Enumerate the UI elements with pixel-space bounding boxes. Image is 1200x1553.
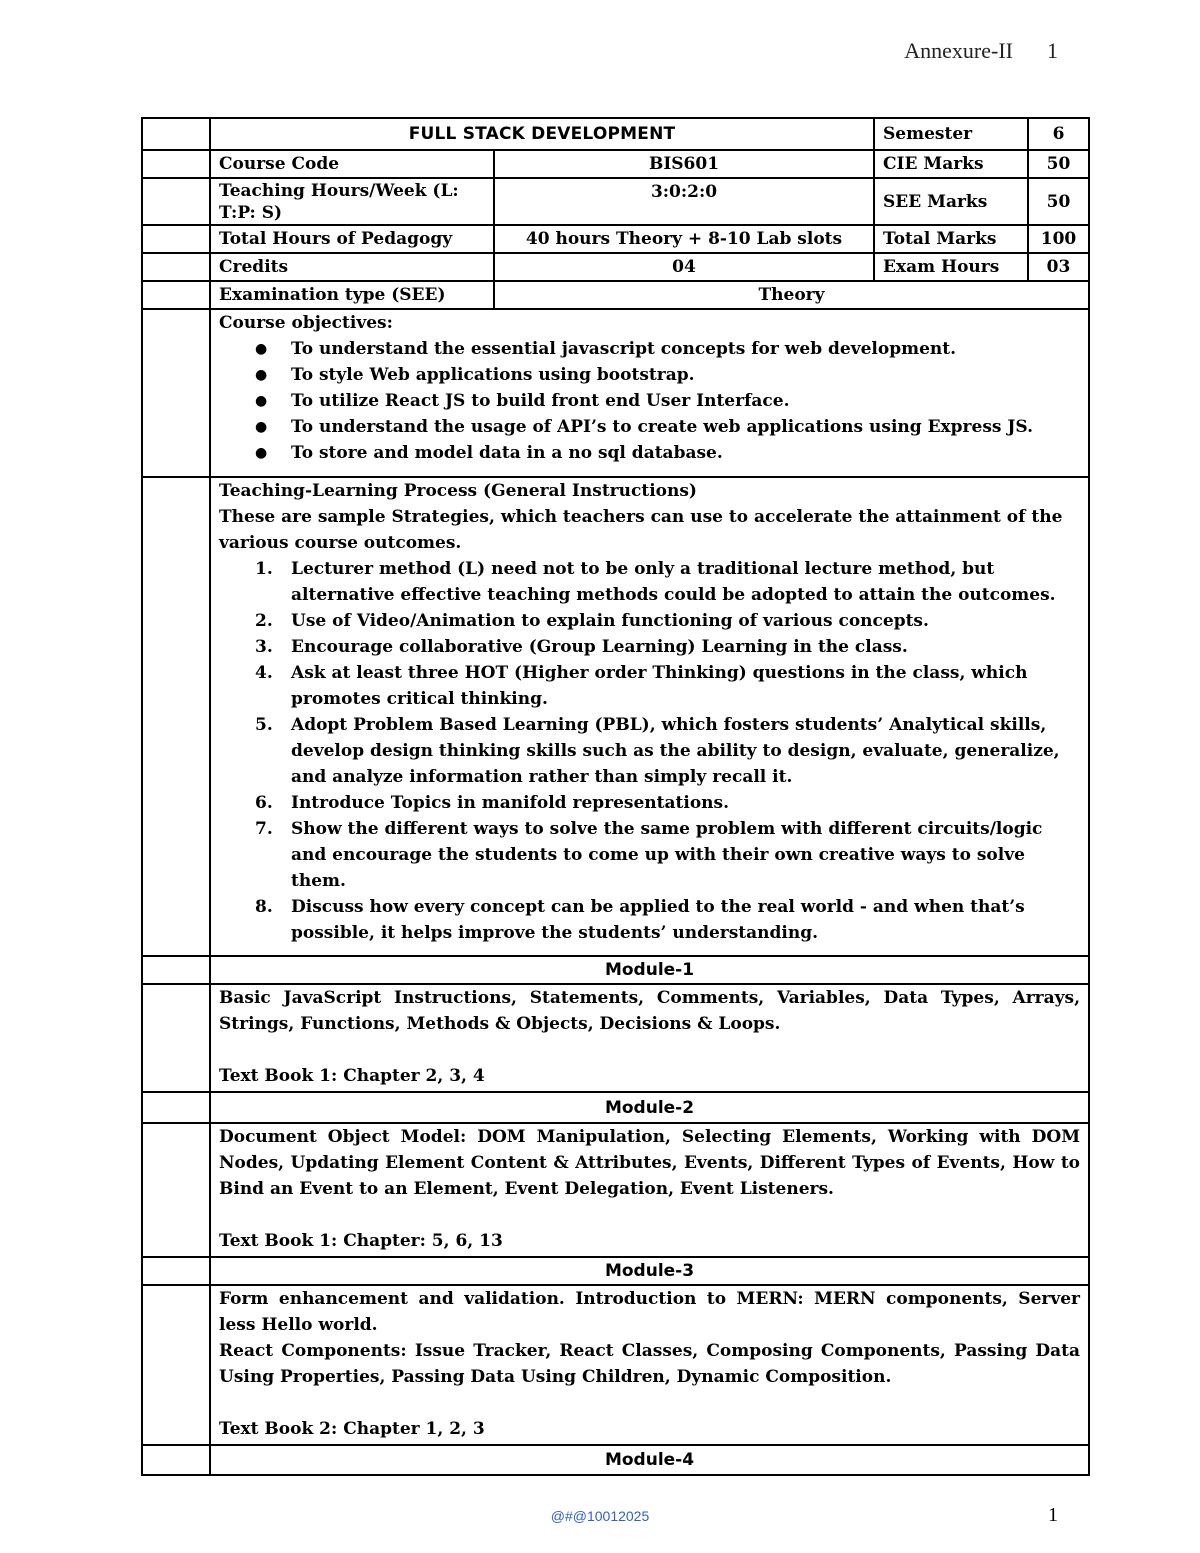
margin-cell <box>142 1285 210 1445</box>
exam-type-label: Examination type (SEE) <box>210 281 494 309</box>
module-3-title: Module-3 <box>210 1257 1089 1285</box>
list-number: 6. <box>255 793 273 813</box>
list-text: Show the different ways to solve the same problem with different circuits/logic and encourage the students to come up with their own creative ways to solve them. <box>291 819 1043 891</box>
list-item: ● To store and model data in a no sql database. <box>291 440 1080 466</box>
course-objectives <box>210 309 1089 477</box>
margin-cell <box>142 1445 210 1475</box>
list-number: 1. <box>255 559 273 579</box>
course-code-row <box>142 150 1089 178</box>
footer-page-number: 1 <box>1048 1504 1058 1526</box>
module-1-textbook: Text Book 1: Chapter 2, 3, 4 <box>219 1066 485 1086</box>
teaching-hours-label: Teaching Hours/Week (L: T:P: S) <box>210 178 494 225</box>
syllabus-table <box>141 117 1090 1476</box>
header-page-number: 1 <box>1047 38 1058 63</box>
cie-marks-value: 50 <box>1028 150 1089 178</box>
module-1-header-row <box>142 956 1089 984</box>
exam-hours-value: 03 <box>1028 253 1089 281</box>
course-code-value: BIS601 <box>494 150 874 178</box>
pedagogy-value: 40 hours Theory + 8-10 Lab slots <box>494 225 874 253</box>
objectives-list <box>219 336 1080 466</box>
module-1-topics: Basic JavaScript Instructions, Statements, Comments, Variables, Data Types, Arrays, Strings, Functions, Methods & Objects, Decisions & Loops. <box>219 988 1081 1034</box>
pedagogy-row <box>142 225 1089 253</box>
list-item <box>255 556 1080 608</box>
list-text: Introduce Topics in manifold representations. <box>291 793 730 813</box>
module-4-title: Module-4 <box>210 1445 1089 1475</box>
see-marks-label: SEE Marks <box>874 178 1028 225</box>
credits-label: Credits <box>210 253 494 281</box>
module-3-topics: React Components: Issue Tracker, React Classes, Composing Components, Passing Data Using Properties, Passing Data Using Children, Dynamic Composition. <box>219 1341 1081 1387</box>
module-4-header-row <box>142 1445 1089 1475</box>
see-marks-value: 50 <box>1028 178 1089 225</box>
cie-marks-label: CIE Marks <box>874 150 1028 178</box>
list-item <box>255 608 1080 634</box>
credits-row <box>142 253 1089 281</box>
course-title: FULL STACK DEVELOPMENT <box>210 118 874 150</box>
list-item <box>255 634 1080 660</box>
list-item <box>255 894 1080 946</box>
module-3-header-row <box>142 1257 1089 1285</box>
list-item <box>255 712 1080 790</box>
margin-cell <box>142 984 210 1092</box>
list-number: 7. <box>255 819 273 839</box>
teaching-learning-row <box>142 477 1089 956</box>
margin-cell <box>142 477 210 956</box>
exam-type-value: Theory <box>494 281 1089 309</box>
footer-watermark-id: @#@10012025 <box>550 1508 650 1524</box>
module-3-topics: Form enhancement and validation. Introduction to MERN: MERN components, Server less Hello world. <box>219 1289 1081 1335</box>
module-1-content <box>210 984 1089 1092</box>
list-text: Discuss how every concept can be applied to the real world - and when that’s possible, it helps improve the students’ understanding. <box>291 897 1025 943</box>
list-number: 5. <box>255 715 273 735</box>
objectives-row <box>142 309 1089 477</box>
semester-label: Semester <box>874 118 1028 150</box>
list-item: ● To utilize React JS to build front end User Interface. <box>291 388 1080 414</box>
module-3-content-row <box>142 1285 1089 1445</box>
list-text: Use of Video/Animation to explain functioning of various concepts. <box>291 611 929 631</box>
semester-value: 6 <box>1028 118 1089 150</box>
list-text: Ask at least three HOT (Higher order Thinking) questions in the class, which promotes critical thinking. <box>291 663 1028 709</box>
list-item: ● To understand the usage of API’s to create web applications using Express JS. <box>291 414 1080 440</box>
total-marks-value: 100 <box>1028 225 1089 253</box>
exam-hours-label: Exam Hours <box>874 253 1028 281</box>
margin-cell <box>142 118 210 150</box>
teaching-hours-value: 3:0:2:0 <box>494 178 874 225</box>
margin-cell <box>142 225 210 253</box>
margin-cell <box>142 178 210 225</box>
module-2-header-row <box>142 1092 1089 1123</box>
module-1-content-row <box>142 984 1089 1092</box>
list-number: 3. <box>255 637 273 657</box>
course-code-label: Course Code <box>210 150 494 178</box>
module-2-topics: Document Object Model: DOM Manipulation, Selecting Elements, Working with DOM Nodes, Updating Element Content & Attributes, Events, Different Types of Events, How to Bind an Event to an Element, Event Delegation, Event Listeners. <box>219 1127 1081 1199</box>
module-2-content-row <box>142 1123 1089 1257</box>
module-2-textbook: Text Book 1: Chapter: 5, 6, 13 <box>219 1231 503 1251</box>
pedagogy-label: Total Hours of Pedagogy <box>210 225 494 253</box>
list-item: ● To understand the essential javascript concepts for web development. <box>291 336 1080 362</box>
list-item <box>255 660 1080 712</box>
list-item <box>255 790 1080 816</box>
teaching-list <box>219 556 1080 946</box>
margin-cell <box>142 281 210 309</box>
annexure-label: Annexure-II <box>904 38 1013 63</box>
list-text: Encourage collaborative (Group Learning) Learning in the class. <box>291 637 908 657</box>
list-text: Adopt Problem Based Learning (PBL), which fosters students’ Analytical skills, develop design thinking skills such as the ability to design, evaluate, generalize, and analyze information rather than simply recall it. <box>291 715 1060 787</box>
module-1-title: Module-1 <box>210 956 1089 984</box>
margin-cell <box>142 150 210 178</box>
list-text: Lecturer method (L) need not to be only a traditional lecture method, but alternative effective teaching methods could be adopted to attain the outcomes. <box>291 559 1056 605</box>
page-header <box>904 38 1058 64</box>
list-number: 4. <box>255 663 273 683</box>
margin-cell <box>142 956 210 984</box>
margin-cell <box>142 1257 210 1285</box>
list-item <box>255 816 1080 894</box>
objectives-heading: Course objectives: <box>219 313 393 333</box>
margin-cell <box>142 309 210 477</box>
teaching-learning-process <box>210 477 1089 956</box>
exam-type-row <box>142 281 1089 309</box>
module-2-title: Module-2 <box>210 1092 1089 1123</box>
module-3-content <box>210 1285 1089 1445</box>
total-marks-label: Total Marks <box>874 225 1028 253</box>
list-number: 2. <box>255 611 273 631</box>
module-2-content <box>210 1123 1089 1257</box>
list-number: 8. <box>255 897 273 917</box>
credits-value: 04 <box>494 253 874 281</box>
margin-cell <box>142 1123 210 1257</box>
title-row <box>142 118 1089 150</box>
teaching-intro: These are sample Strategies, which teachers can use to accelerate the attainment of the various course outcomes. <box>219 507 1063 553</box>
teaching-hours-row <box>142 178 1089 225</box>
margin-cell <box>142 253 210 281</box>
list-item: ● To style Web applications using bootstrap. <box>291 362 1080 388</box>
module-3-textbook: Text Book 2: Chapter 1, 2, 3 <box>219 1419 485 1439</box>
teaching-heading: Teaching-Learning Process (General Instructions) <box>219 481 697 501</box>
margin-cell <box>142 1092 210 1123</box>
